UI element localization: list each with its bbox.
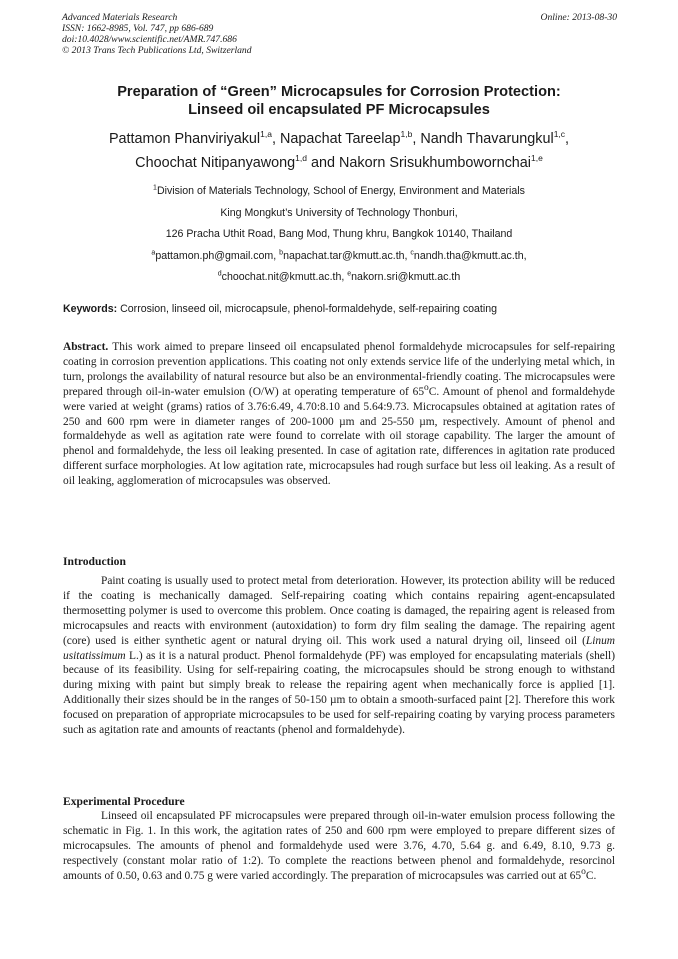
author-superscript: 1,b	[400, 129, 413, 140]
affiliation-line-3: 126 Pracha Uthit Road, Bang Mod, Thung khru, Bangkok 10140, Thailand	[165, 228, 513, 240]
issn-line: ISSN: 1662-8985, Vol. 747, pp 686-689	[62, 23, 214, 34]
degree-superscript: o	[581, 866, 586, 877]
email-superscript: d	[217, 270, 222, 278]
copyright-line: © 2013 Trans Tech Publications Ltd, Switzerland	[62, 45, 252, 56]
journal-name: Advanced Materials Research	[62, 12, 178, 23]
online-date: Online: 2013-08-30	[540, 12, 617, 23]
paper-title	[40, 83, 638, 119]
email-address[interactable]: nakorn.sri@kmutt.ac.th	[351, 271, 461, 283]
email-line-2: $^d$choochat.nit@kmutt.ac.th, $^e$nakorn.sri@kmutt.ac.th	[217, 270, 461, 283]
abstract-label: Abstract.	[63, 341, 109, 353]
email-superscript: b	[279, 248, 284, 256]
email-address[interactable]: napachat.tar@kmutt.ac.th	[283, 249, 405, 262]
author-name: Pattamon Phanviriyakul	[108, 131, 261, 147]
title-line-2: Linseed oil encapsulated PF Microcapsules	[188, 102, 490, 118]
abstract-text-2: C. Amount of phenol and formaldehyde were varied at weight (grams) ratios of 3.76:6.49, 4.70:8.10 and 5.64:9.73. Microcapsules obtained at agitation rates of 250 and 600 rpm were in diameter ranges of 200-1000 µm and 25-550 µm, respectively. Amount of phenol and formaldehyde as well as agitation rate were found to correlate with oil storage capability. The larger the amount of phenol and formaldehyde, the less oil leaking presented. In case of agitation rate, differences in agitation rate produced different surface morphologies. At low agitation rate, microcapsules had rough surface but less oil leaking. As a result of oil leaking, agglomeration of microcapsules was observed.	[63, 385, 615, 488]
affiliation-line-1: Division of Materials Technology, School of Energy, Environment and Materials	[156, 185, 525, 197]
author-superscript: 1,c	[553, 129, 566, 140]
introduction-text-2: L.) as it is a natural product. Phenol formaldehyde (PF) was employed for encapsulating materials (shell) because of its feasibility. Using for self-repairing coating, the microcapsules should be strong enough to withstand during mixing with paint but simply break to release the repairing agent when mechanically force is applied [1]. Additionally their sizes should be in the ranges of 50-150 µm to obtain a smooth-surfaced paint [2]. Therefore this work focused on preparation of appropriate microcapsules to be used for self-repairing coating by varying process parameters such as agitation rate and amounts of reactants (phenol and formaldehyde).	[63, 649, 615, 737]
email-address[interactable]: nandh.tha@kmutt.ac.th	[413, 249, 524, 262]
affiliation-line-2: King Mongkut’s University of Technology Thonburi,	[220, 206, 458, 219]
keywords-line	[63, 303, 623, 316]
author-superscript: 1,e	[530, 153, 543, 164]
email-line-1: $^a$pattamon.ph@gmail.com, $^b$napachat.tar@kmutt.ac.th, $^c$nandh.tha@kmutt.ac.th,	[151, 248, 527, 262]
title-line-1: Preparation of “Green” Microcapsules for Corrosion Protection:	[117, 84, 561, 100]
experimental-text-1: Linseed oil encapsulated PF microcapsules were prepared through oil-in-water emulsion process following the schematic in Fig. 1. In this work, the agitation rates of 250 and 600 rpm were employed to prepare different sizes of microcapsules. The amounts of phenol and formaldehyde used were 3.76, 4.70, 5.64 g. and 6.49, 8.10, 9.73 g. respectively (constant molar ratio of 1:2). To complete the reactions between phenol and formaldehyde, resorcinol amounts of 0.50, 0.63 and 0.75 g were varied accordingly. The preparation of microcapsules was carried out at 65	[63, 810, 615, 882]
author-superscript: 1,d	[295, 153, 307, 164]
email-superscript: e	[347, 270, 352, 278]
abstract-paragraph	[63, 340, 615, 489]
email-address[interactable]: choochat.nit@kmutt.ac.th	[221, 271, 342, 283]
keywords-text: Corrosion, linseed oil, microcapsule, phenol-formaldehyde, self-repairing coating	[120, 303, 497, 315]
introduction-heading: Introduction	[63, 555, 126, 568]
author-superscript: 1,a	[260, 129, 272, 140]
species-name: Linum usitatissimum	[63, 634, 615, 662]
email-address[interactable]: pattamon.ph@gmail.com	[155, 249, 274, 262]
author-name: Napachat Tareelap	[279, 131, 401, 147]
affiliation-block	[40, 181, 638, 289]
experimental-text-2: C.	[585, 869, 597, 882]
experimental-heading: Experimental Procedure	[63, 795, 185, 808]
author-name: Choochat Nitipanyawong	[135, 155, 296, 171]
author-name: Nakorn Srisukhumbowornchai	[339, 155, 531, 171]
abstract-text-1: This work aimed to prepare linseed oil encapsulated phenol formaldehyde microcapsules for self-repairing coating in corrosion prevention applications. This coating not only extends service life of the underlying metal which, in turn, prolongs the availability of natural resource but also be an environmental-friendly coating. The microcapsules were prepared through oil-in-water emulsion (O/W) at operating temperature of 65	[63, 341, 615, 398]
email-superscript: a	[151, 248, 156, 256]
introduction-text-1: Paint coating is usually used to protect metal from deterioration. However, its protection ability will be reduced if the coating is mechanically damaged. Self-repairing coating which contains repairing agent-encapsulated thermosetting polymer is used to overcome this problem. Once coating is damaged, the repairing agent is released from microcapsules and reacts with environment (autoxidation) to form dry film sealing the damage. The repairing agent (core) used is either synthetic agent or natural drying oil. This work used a natural drying oil, linseed oil (	[63, 575, 615, 647]
author-name: Nandh Thavarungkul	[420, 131, 554, 147]
affiliation-superscript: 1	[153, 184, 157, 192]
experimental-paragraph	[63, 809, 615, 884]
introduction-paragraph	[63, 574, 615, 738]
publication-header	[62, 12, 617, 56]
doi-line: doi:10.4028/www.scientific.net/AMR.747.686	[62, 34, 237, 45]
author-list: Pattamon Phanviriyakul$^{1,a}$, Napachat Tareelap$^{1,b}$, Nandh Thavarungkul$^{1,c}$, Choochat Nitipanyawong$^{1,d}$ and Nakorn Srisukhumbowornchai$^{1,e}$	[108, 129, 570, 171]
degree-superscript: o	[424, 382, 429, 393]
email-superscript: c	[410, 248, 414, 256]
keywords-label: Keywords:	[63, 303, 118, 315]
